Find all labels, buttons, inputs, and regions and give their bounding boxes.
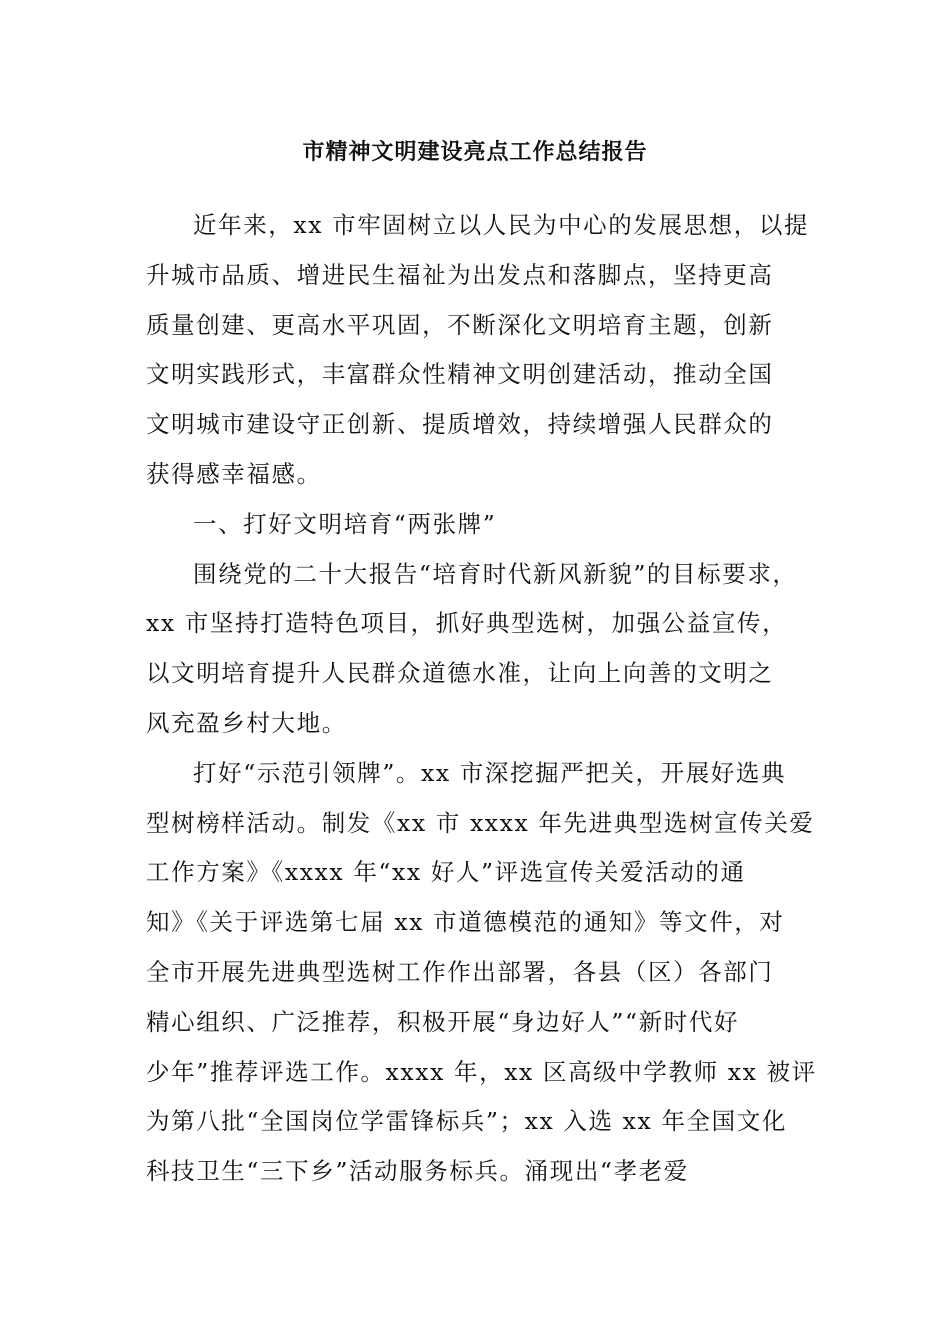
document-title: 市精神文明建设亮点工作总结报告 [302,140,648,165]
body-line: 精心组织、广泛推荐，积极开展“身边好人”“新时代好 [146,1007,740,1036]
body-line: 以文明培育提升人民群众道德水准，让向上向善的文明之 [146,659,774,688]
body-line: 一、打好文明培育“两张牌” [193,509,497,538]
body-line: 工作方案》《xxxx 年“xx 好人”评选宣传关爱活动的通 [146,858,746,887]
body-line: 少年”推荐评选工作。xxxx 年，xx 区高级中学教师 xx 被评 [146,1057,817,1086]
body-line: 全市开展先进典型选树工作作出部署，各县（区）各部门 [146,957,774,986]
body-line: 文明城市建设守正创新、提质增效，持续增强人民群众的 [146,410,774,439]
body-line: 知》《关于评选第七届 xx 市道德模范的通知》等文件，对 [146,908,785,937]
body-line: 打好“示范引领牌”。xx 市深挖掘严把关，开展好选典 [193,758,787,787]
body-line: 为第八批“全国岗位学雷锋标兵”；xx 入选 xx 年全国文化 [146,1107,787,1136]
document-body [146,205,817,1201]
body-line: 风充盈乡村大地。 [146,708,347,737]
body-line: 科技卫生“三下乡”活动服务标兵。涌现出“孝老爱 [146,1157,689,1186]
body-line: 文明实践形式，丰富群众性精神文明创建活动，推动全国 [146,360,774,389]
body-line: xx 市坚持打造特色项目，抓好典型选树，加强公益宣传， [146,609,788,638]
body-line: 围绕党的二十大报告“培育时代新风新貌”的目标要求， [193,559,798,588]
body-line: 型树榜样活动。制发《xx 市 xxxx 年先进典型选树宣传关爱 [146,808,815,837]
body-line: 近年来，xx 市牢固树立以人民为中心的发展思想，以提 [193,211,810,239]
body-line: 质量创建、更高水平巩固，不断深化文明培育主题，创新 [146,310,774,339]
body-line: 获得感幸福感。 [146,459,322,488]
body-line: 升城市品质、增进民生福祉为出发点和落脚点，坚持更高 [146,260,774,289]
